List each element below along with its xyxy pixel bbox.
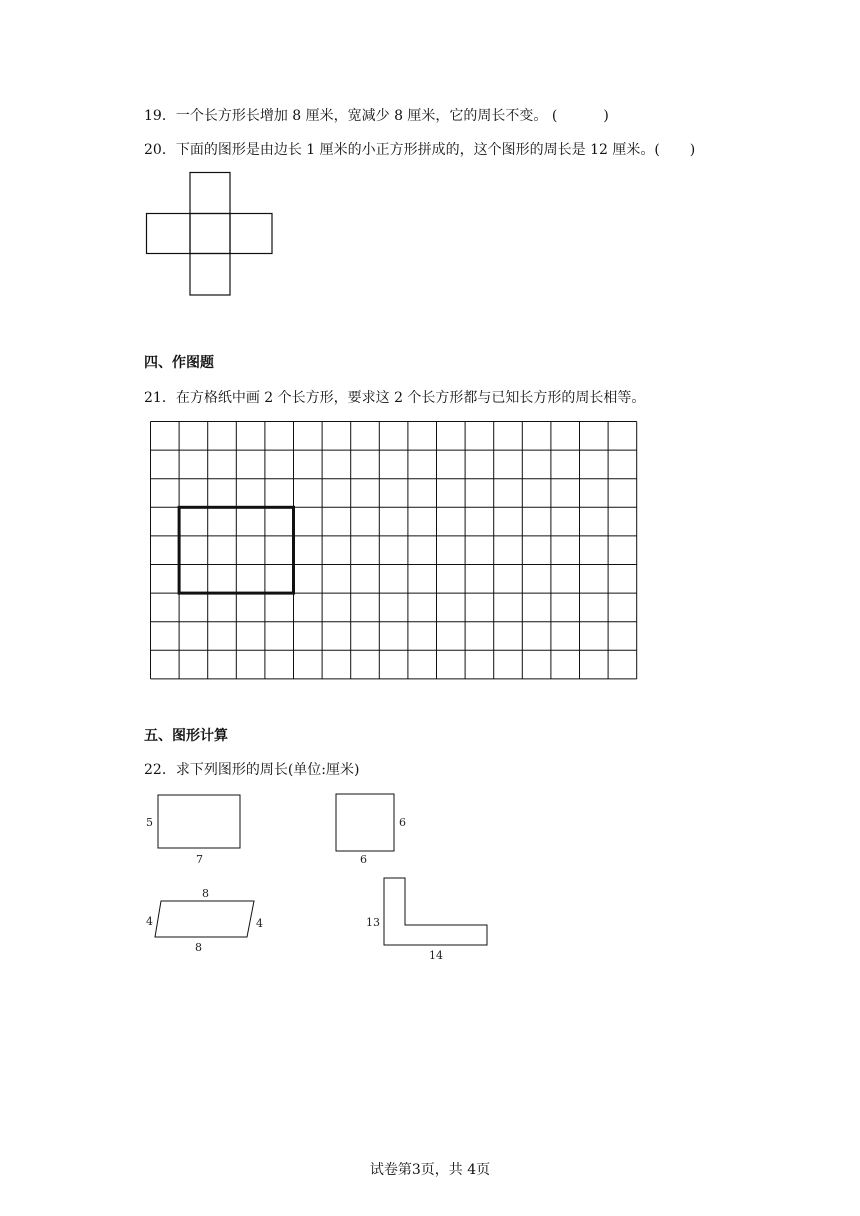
rectangle-height-label: 5 bbox=[146, 816, 153, 829]
square-figure bbox=[330, 790, 420, 870]
l-shape-width-label: 14 bbox=[429, 949, 443, 962]
question-19-text: 19．一个长方形长增加 8 厘米，宽减少 8 厘米，它的周长不变。 ( bbox=[144, 108, 558, 124]
question-19 bbox=[144, 106, 609, 126]
section-heading-4: 四、作图题 bbox=[144, 355, 214, 371]
parallelogram-bottom-label: 8 bbox=[195, 941, 202, 954]
question-20 bbox=[144, 140, 695, 160]
square-side-bottom-label: 6 bbox=[360, 853, 367, 866]
parallelogram-top-label: 8 bbox=[202, 887, 209, 900]
square-grid[interactable] bbox=[150, 421, 640, 681]
question-19-close: ) bbox=[603, 108, 609, 124]
square-side-right-label: 6 bbox=[399, 816, 406, 829]
l-shape-height-label: 13 bbox=[366, 916, 380, 929]
parallelogram-right-label: 4 bbox=[256, 917, 263, 930]
question-21: 21．在方格纸中画 2 个长方形，要求这 2 个长方形都与已知长方形的周长相等。 bbox=[144, 390, 646, 406]
l-shape-figure bbox=[360, 872, 500, 967]
rectangle-width-label: 7 bbox=[196, 853, 203, 866]
question-20-text: 20．下面的图形是由边长 1 厘米的小正方形拼成的，这个图形的周长是 12 厘米。( bbox=[144, 142, 660, 158]
parallelogram-figure bbox=[140, 882, 270, 962]
question-20-close: ) bbox=[689, 142, 696, 158]
section-heading-5: 五、图形计算 bbox=[144, 728, 228, 744]
question-22: 22．求下列图形的周长(单位:厘米) bbox=[144, 762, 360, 778]
parallelogram-left-label: 4 bbox=[146, 915, 153, 928]
page-footer: 试卷第3页，共 4页 bbox=[369, 1162, 491, 1178]
cross-figure bbox=[146, 172, 273, 296]
rectangle-figure bbox=[140, 790, 250, 870]
